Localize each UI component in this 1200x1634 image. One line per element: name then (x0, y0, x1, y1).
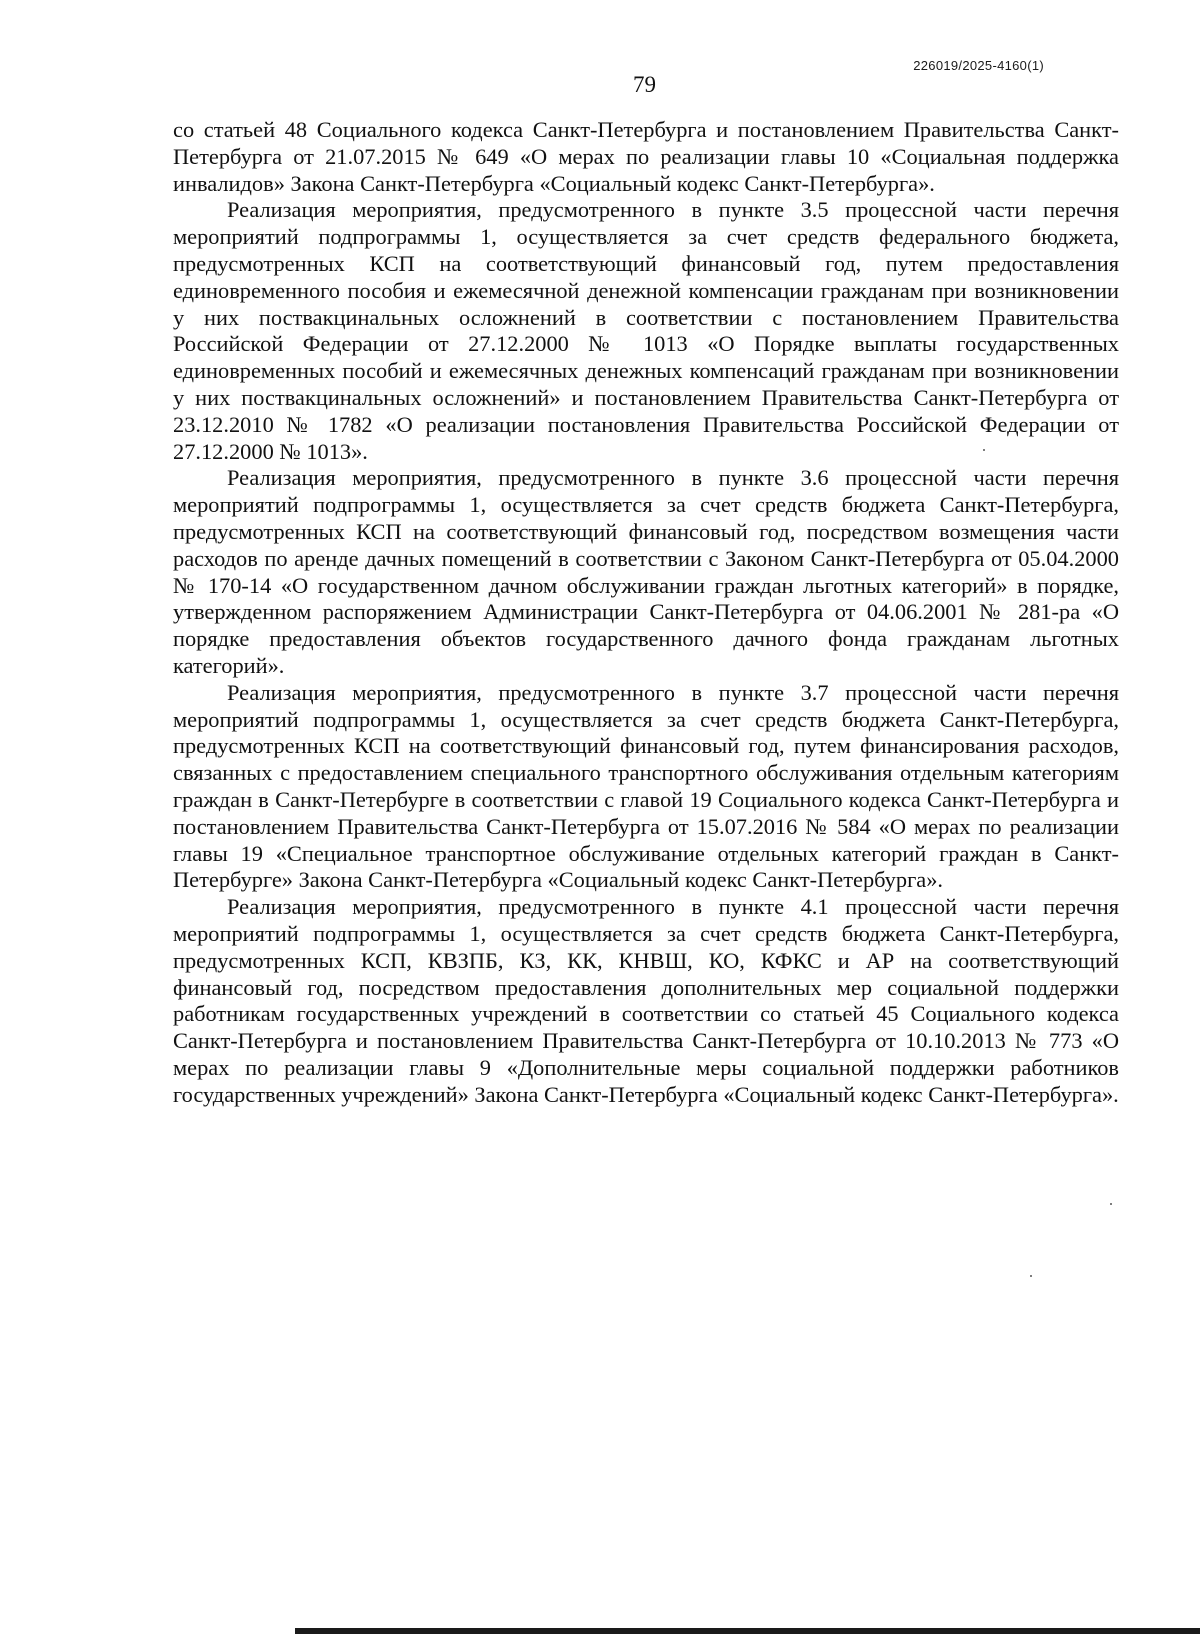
paragraph-item-3-6: Реализация мероприятия, предусмотренного в пункте 3.6 процессной части перечня мероприятий подпрограммы 1, осуществляется за счет средств бюджета Санкт-Петербурга, предусмотренных КСП на соответствующий финансовый год, посредством возмещения части расходов по аренде дачных помещений в соответствии с Законом Санкт-Петербурга от 05.04.2000 № 170-14 «О государственном дачном обслуживании граждан льготных категорий» в порядке, утвержденном распоряжением Администрации Санкт-Петербурга от 04.06.2001 № 281-ра «О порядке предоставления объектов государственного дачного фонда гражданам льготных категорий». (173, 465, 1119, 678)
paragraph-item-3-7: Реализация мероприятия, предусмотренного в пункте 3.7 процессной части перечня мероприятий подпрограммы 1, осуществляется за счет средств бюджета Санкт-Петербурга, предусмотренных КСП на соответствующий финансовый год, путем финансирования расходов, связанных с предоставлением специального транспортного обслуживания отдельным категориям граждан в Санкт-Петербурге в соответствии с главой 19 Социального кодекса Санкт-Петербурга и постановлением Правительства Санкт-Петербурга от 15.07.2016 № 584 «О мерах по реализации главы 19 «Специальное транспортное обслуживание отдельных категорий граждан в Санкт-Петербурге» Закона Санкт-Петербурга «Социальный кодекс Санкт-Петербурга». (173, 679, 1119, 893)
scan-speck (983, 449, 985, 451)
paragraph-item-4-1: Реализация мероприятия, предусмотренного в пункте 4.1 процессной части перечня мероприятий подпрограммы 1, осуществляется за счет средств бюджета Санкт-Петербурга, предусмотренных КСП, КВЗПБ, КЗ, КК, КНВШ, КО, КФКС и АР на соответствующий финансовый год, посредством предоставления дополнительных мер социальной поддержки работникам государственных учреждений в соответствии со статьей 45 Социального кодекса Санкт-Петербурга и постановлением Правительства Санкт-Петербурга от 10.10.2013 № 773 «О мерах по реализации главы 9 «Дополнительные меры социальной поддержки работников государственных учреждений» Закона Санкт-Петербурга «Социальный кодекс Санкт-Петербурга». (173, 894, 1119, 1107)
page-number: 79 (633, 72, 656, 97)
scan-bottom-edge (295, 1628, 1200, 1634)
document-id: 226019/2025-4160(1) (913, 58, 1044, 73)
paragraph-continuation: со статьей 48 Социального кодекса Санкт-Петербурга и постановлением Правительства Санкт-Петербурга от 21.07.2015 № 649 «О мерах по реализации главы 10 «Социальная поддержка инвалидов» Закона Санкт-Петербурга «Социальный кодекс Санкт-Петербурга». (173, 117, 1119, 196)
scan-speck (1110, 1203, 1112, 1205)
scan-speck (1030, 1275, 1032, 1277)
document-body (173, 117, 1119, 1108)
paragraph-item-3-5: Реализация мероприятия, предусмотренного в пункте 3.5 процессной части перечня мероприятий подпрограммы 1, осуществляется за счет средств федерального бюджета, предусмотренных КСП на соответствующий финансовый год, путем предоставления единовременного пособия и ежемесячной денежной компенсации гражданам при возникновении у них поствакцинальных осложнений в соответствии с постановлением Правительства Российской Федерации от 27.12.2000 № 1013 «О Порядке выплаты государственных единовременных пособий и ежемесячных денежных компенсаций гражданам при возникновении у них поствакцинальных осложнений» и постановлением Правительства Санкт-Петербурга от 23.12.2010 № 1782 «О реализации постановления Правительства Российской Федерации от 27.12.2000 № 1013». (173, 197, 1119, 464)
